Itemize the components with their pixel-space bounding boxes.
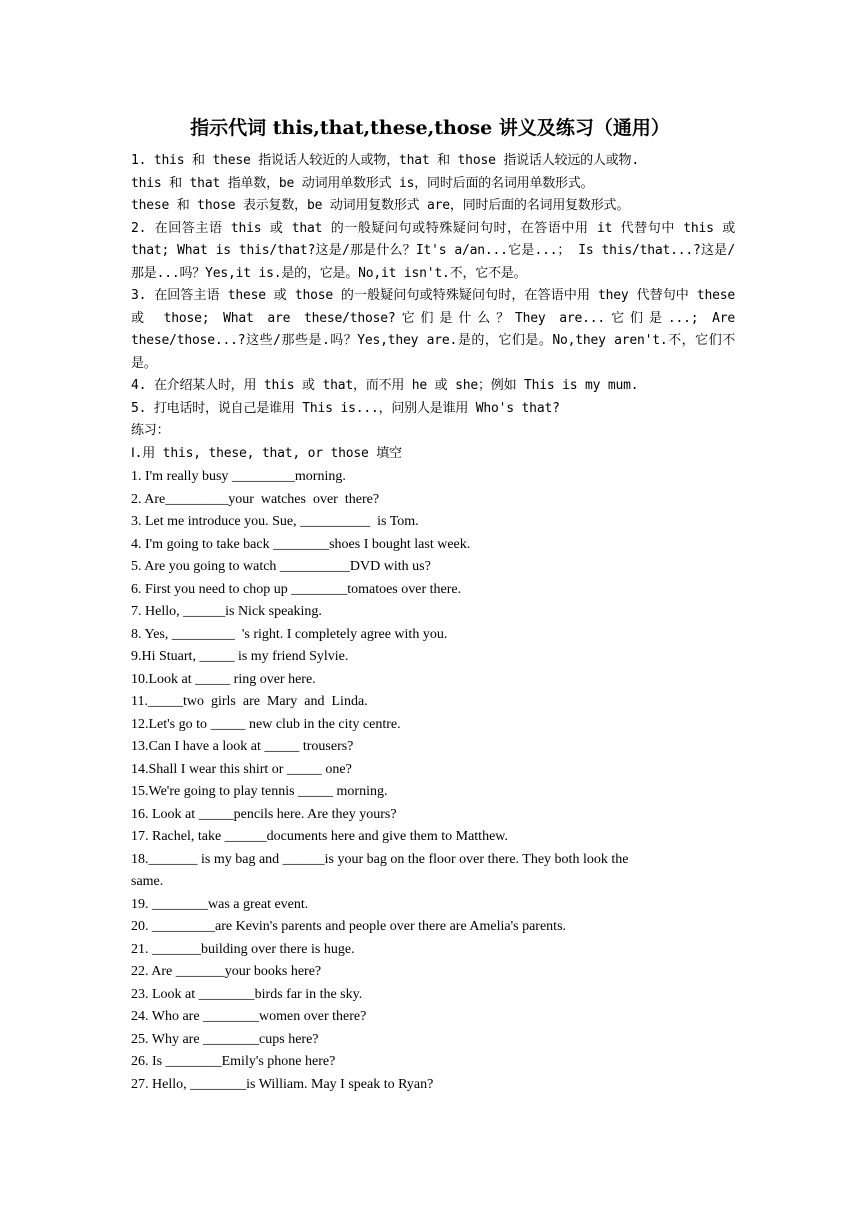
exercise-item: 20. _________are Kevin's parents and people over there are Amelia's parents.	[131, 919, 567, 934]
exercise-item: 12.Let's go to _____ new club in the city centre.	[131, 716, 401, 732]
exercise-item: 21. _______building over there is huge.	[131, 941, 355, 957]
exercise-item: 3. Let me introduce you. Sue, __________ is Tom.	[131, 514, 419, 529]
exercise-item: 4. I'm going to take back ________shoes I bought last week.	[131, 536, 471, 552]
exercise-list	[131, 466, 741, 1096]
exercise-item: 11._____two girls are Mary and Linda.	[131, 694, 368, 709]
exercise-item: 18._______ is my bag and ______is your bag on the floor over there. They both look the same.	[131, 851, 629, 889]
exercise-item: 13.Can I have a look at _____ trousers?	[131, 739, 354, 754]
exercise-item: 5. Are you going to watch __________DVD with us?	[131, 559, 431, 574]
exercise-item: 1. I'm really busy _________morning.	[131, 469, 346, 484]
exercise-item: 25. Why are ________cups here?	[131, 1031, 319, 1047]
exercise-item: 10.Look at _____ ring over here.	[131, 671, 316, 687]
exercise-item: 8. Yes, _________ 's right. I completely agree with you.	[131, 626, 448, 642]
exercise-item: 23. Look at ________birds far in the sky.	[131, 986, 363, 1002]
note-line: 2. 在回答主语 this 或 that 的一般疑问句或特殊疑问句时，在答语中用 it 代替句中 this 或 that; What is this/that?这是/那是什么？It's a/an...它是...； Is this/that...?这是/那是...吗？Yes,it is.是的，它是。No,it isn't.不，它不是。	[131, 220, 735, 281]
practice-heading: 练习：	[131, 423, 170, 438]
page-title: 指示代词 this,that,these,those 讲义及练习（通用）	[190, 117, 670, 139]
note-line: this 和 that 指单数，be 动词用单数形式 is，同时后面的名词用单数形式。	[131, 175, 594, 191]
exercise-item: 14.Shall I wear this shirt or _____ one?	[131, 761, 352, 777]
note-line: 3. 在回答主语 these 或 those 的一般疑问句或特殊疑问句时，在答语中用 they 代替句中 these 或 those; What are these/those?它们是什么？They are...它们是...; Are these/those...?这些/那些是.吗？Yes,they are.是的，它们是。No,they aren't.不，它们不是。	[131, 288, 735, 371]
exercise-item: 2. Are_________your watches over there?	[131, 491, 380, 507]
exercise-item: 22. Are _______your books here?	[131, 964, 322, 979]
exercise-item: 7. Hello, ______is Nick speaking.	[131, 604, 322, 619]
exercise-instruction: Ⅰ.用 this, these, that, or those 填空	[131, 445, 402, 461]
exercise-item: 26. Is ________Emily's phone here?	[131, 1054, 336, 1069]
exercise-item: 6. First you need to chop up ________tomatoes over there.	[131, 581, 462, 597]
note-line: 4. 在介绍某人时，用 this 或 that，而不用 he 或 she；例如 This is my mum.	[131, 378, 639, 393]
exercise-item: 15.We're going to play tennis _____ morning.	[131, 784, 388, 799]
exercise-item: 17. Rachel, take ______documents here and give them to Matthew.	[131, 829, 508, 844]
exercise-item: 9.Hi Stuart, _____ is my friend Sylvie.	[131, 649, 349, 664]
note-line: 5. 打电话时，说自己是谁用 This is...，问别人是谁用 Who's that?	[131, 400, 560, 416]
grammar-notes	[131, 150, 735, 465]
exercise-item: 24. Who are ________women over there?	[131, 1009, 367, 1024]
exercise-item: 27. Hello, ________is William. May I speak to Ryan?	[131, 1076, 434, 1092]
exercise-item: 19. ________was a great event.	[131, 896, 309, 912]
exercise-item: 16. Look at _____pencils here. Are they yours?	[131, 806, 397, 822]
note-line: these 和 those 表示复数，be 动词用复数形式 are，同时后面的名词用复数形式。	[131, 198, 630, 213]
note-line: 1. this 和 these 指说话人较近的人或物，that 和 those 指说话人较远的人或物.	[131, 153, 639, 168]
